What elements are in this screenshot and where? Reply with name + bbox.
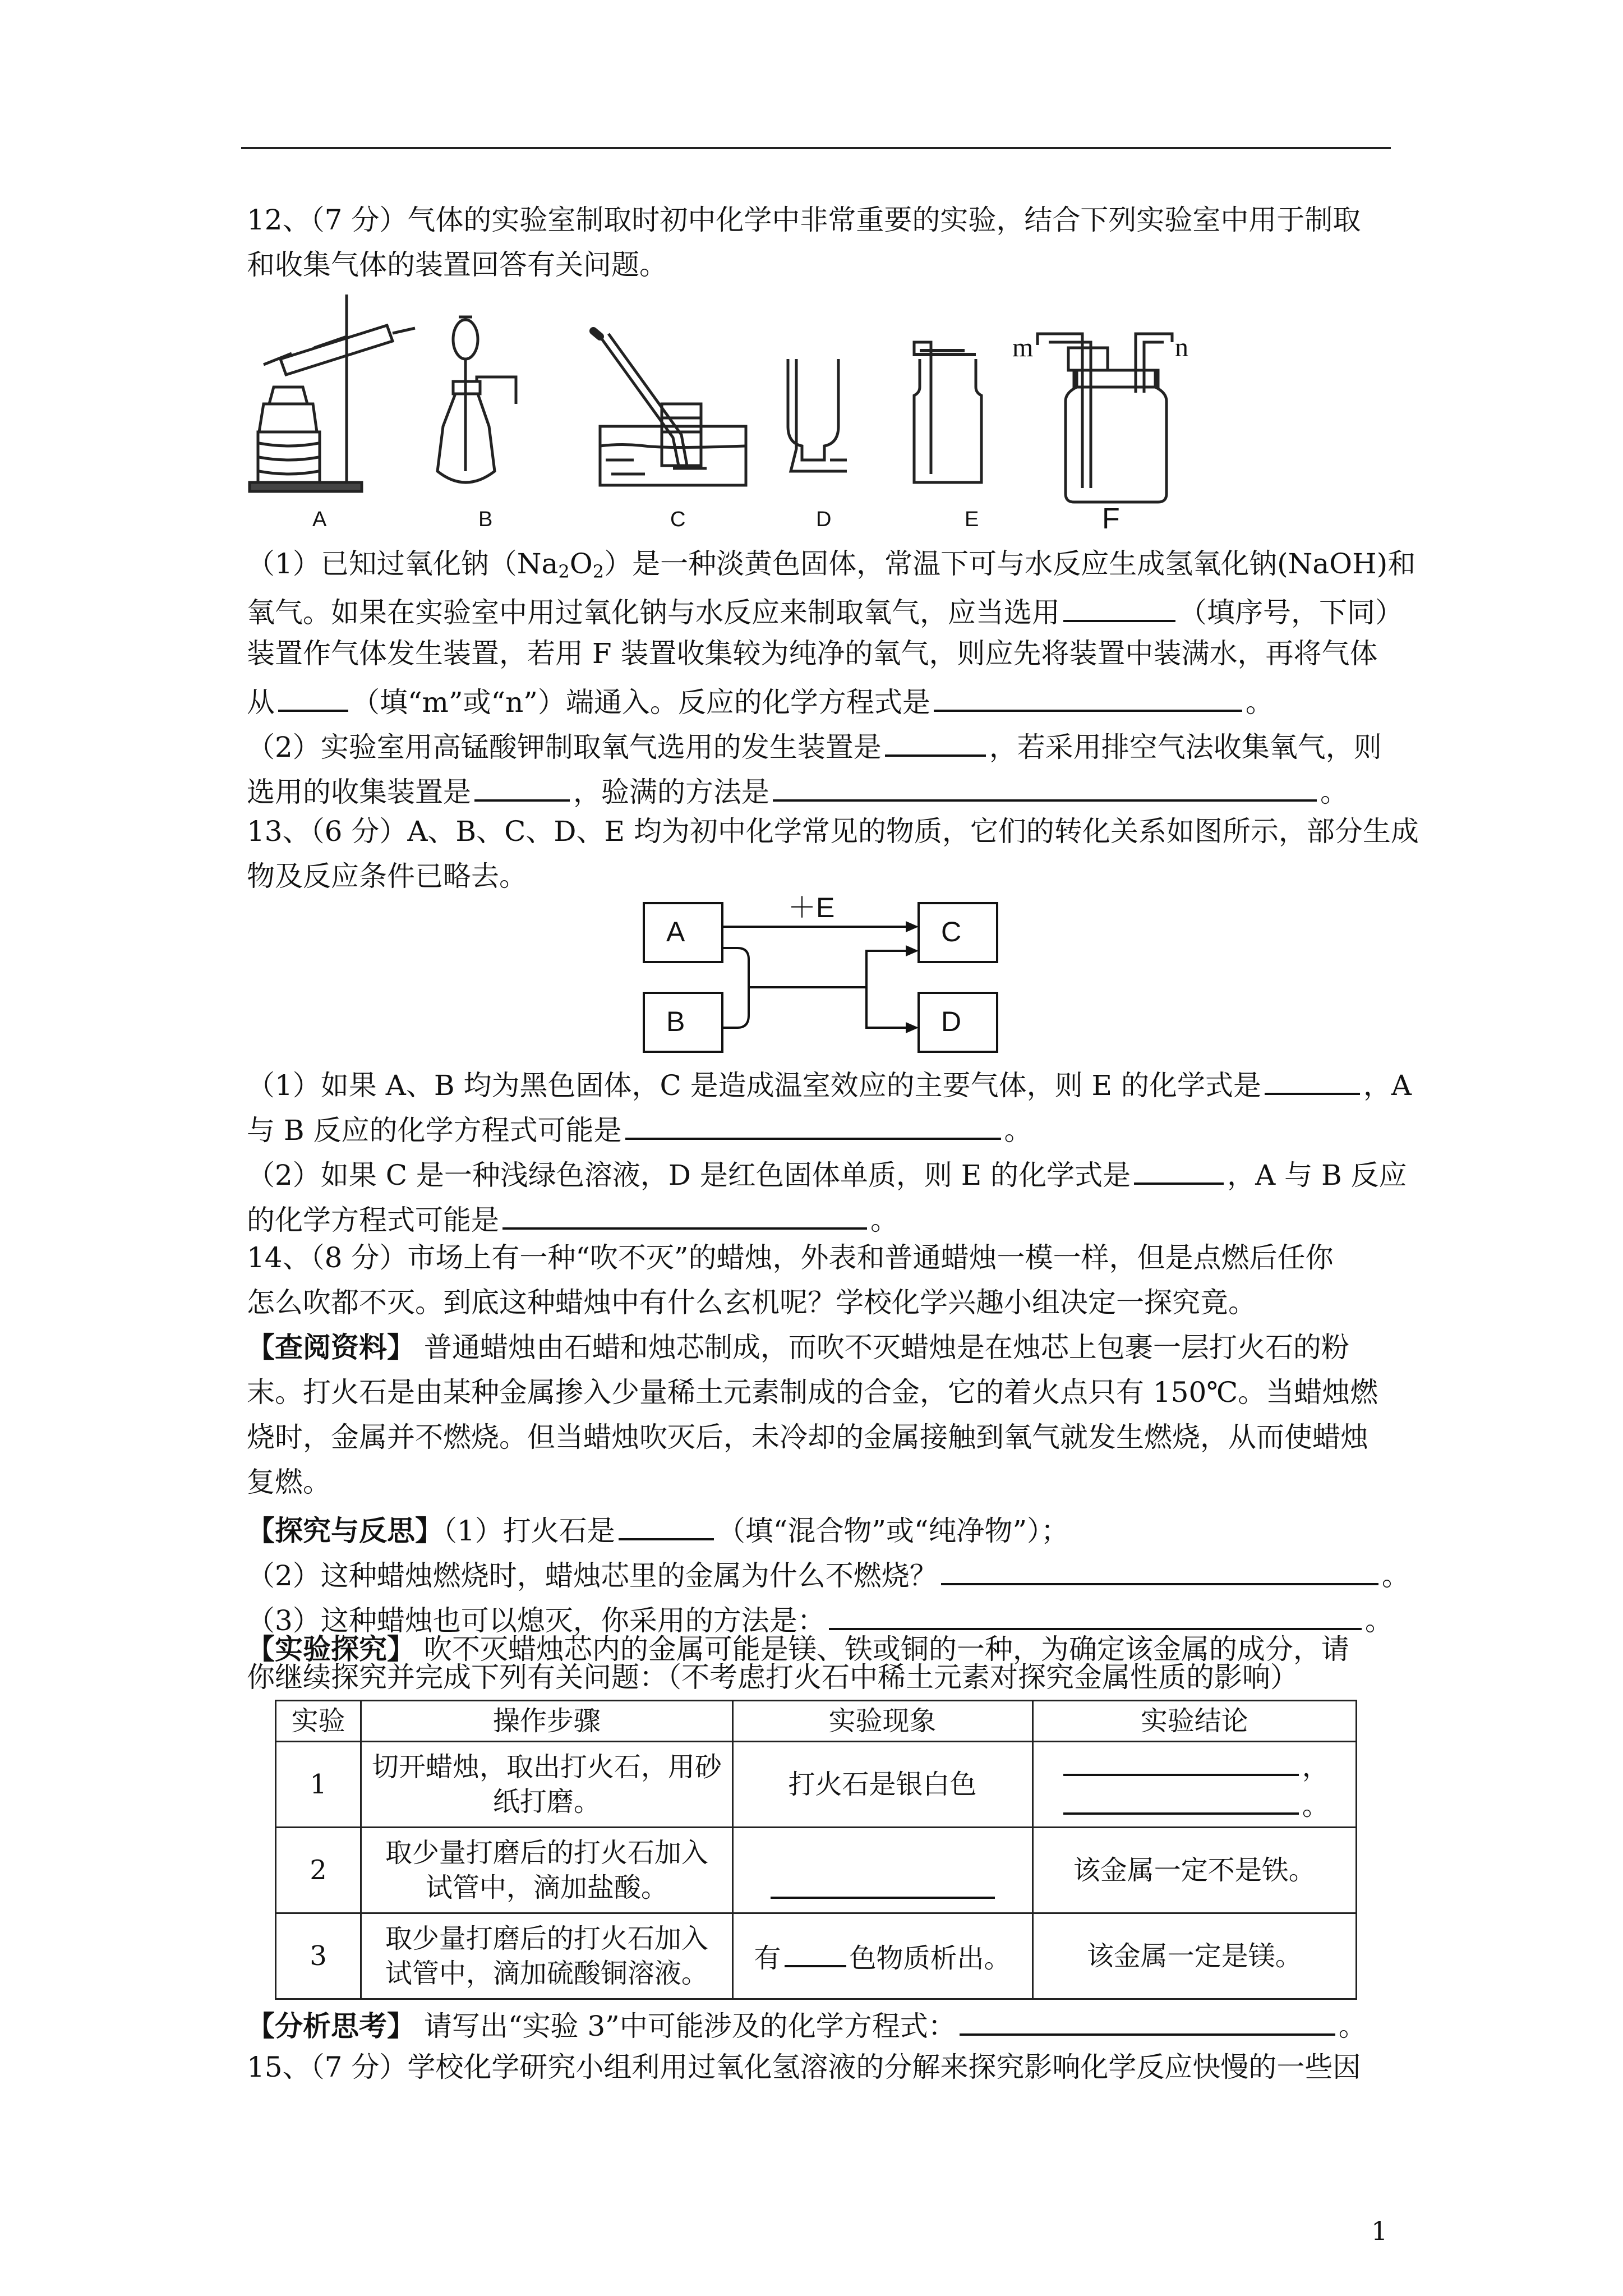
answer-blank[interactable] xyxy=(829,1600,1362,1630)
answer-blank[interactable] xyxy=(771,1869,995,1899)
label-f: F xyxy=(1102,503,1120,535)
q12-line2: 和收集气体的装置回答有关问题。 xyxy=(247,249,667,281)
apparatus-d xyxy=(788,359,847,471)
q12-p2-line1: （2）实验室用高锰酸钾制取氧气选用的发生装置是 ，若采用排空气法收集氧气，则 xyxy=(247,726,1382,764)
answer-blank[interactable] xyxy=(773,771,1317,802)
q12-p2-line2: 选用的收集装置是 ，验满的方法是 。 xyxy=(247,771,1348,809)
page-number: 1 xyxy=(1371,2216,1388,2246)
q13-p2-line1: （2）如果 C 是一种浅绿色溶液，D 是红色固体单质，则 E 的化学式是 ，A 与 B 反应 xyxy=(247,1154,1407,1192)
answer-blank[interactable] xyxy=(1063,1784,1299,1815)
table-row: 1 切开蜡烛，取出打火石，用砂 纸打磨。 打火石是银白色 ， 。 xyxy=(276,1742,1357,1828)
svg-text:D: D xyxy=(941,1006,962,1037)
flow-arrow-label: ＋E xyxy=(788,892,835,923)
table-row: 2 取少量打磨后的打火石加入 试管中，滴加盐酸。 该金属一定不是铁。 xyxy=(276,1828,1357,1913)
q13-p1-line1: （1）如果 A、B 均为黑色固体，C 是造成温室效应的主要气体，则 E 的化学式是 ，A xyxy=(247,1065,1412,1102)
table-header: 实验结论 xyxy=(1032,1701,1356,1742)
q13-line1: 13、（6 分）A、B、C、D、E 均为初中化学常见的物质，它们的转化关系如图所示，部分生成 xyxy=(247,815,1419,848)
q12-line1: 12、（7 分）气体的实验室制取时初中化学中非常重要的实验，结合下列实验室中用于制取 xyxy=(247,204,1361,236)
q13-p2-line2: 的化学方程式可能是 。 xyxy=(247,1199,898,1237)
apparatus-a xyxy=(250,295,415,491)
q15-line1: 15、（7 分）学校化学研究小组利用过氧化氢溶液的分解来探究影响化学反应快慢的一些因 xyxy=(247,2051,1361,2083)
q12-p1-line1: （1）已知过氧化钠$(Na_2O_2)$是一种淡黄色固体，常温下可与水反应生成氢氧化钠(NaOH)和 xyxy=(247,547,1416,582)
port-m-label: m xyxy=(1012,333,1034,362)
q12-p1-line2: 氧气。如果在实验室中用过氧化钠与水反应来制取氧气，应当选用 （填序号，下同） xyxy=(247,592,1403,629)
label-c: C xyxy=(670,508,686,531)
q14-refl-line3: （3）这种蜡烛也可以熄灭，你采用的方法是： 。 xyxy=(247,1600,1393,1637)
q14-ref-line2: 末。打火石是由某种金属掺入少量稀土元素制成的合金，它的着火点只有 150℃。当蜡烛燃 xyxy=(247,1376,1378,1409)
answer-blank[interactable] xyxy=(474,771,570,802)
answer-blank[interactable] xyxy=(619,1510,714,1540)
experiment-table xyxy=(275,1700,1357,2000)
svg-text:C: C xyxy=(941,916,962,947)
q13-p1-line2: 与 B 反应的化学方程式可能是 。 xyxy=(247,1110,1032,1147)
apparatus-c xyxy=(593,331,746,485)
q12-p1-line4: 从 （填“m”或“n”）端通入。反应的化学方程式是 。 xyxy=(247,682,1274,719)
label-b: B xyxy=(478,508,493,531)
q14-line1: 14、（8 分）市场上有一种“吹不灭”的蜡烛，外表和普通蜡烛一模一样，但是点燃后任你 xyxy=(247,1241,1334,1274)
flow-diagram xyxy=(644,892,997,1052)
label-d: D xyxy=(816,508,832,531)
q14-exp-line2: 你继续探究并完成下列有关问题：（不考虑打火石中稀土元素对探究金属性质的影响） xyxy=(247,1661,1298,1694)
svg-text:A: A xyxy=(666,916,685,947)
q14-ref-line3: 烧时，金属并不燃烧。但当蜡烛吹灭后，未冷却的金属接触到氧气就发生燃烧，从而使蜡烛 xyxy=(247,1421,1368,1453)
port-n-label: n xyxy=(1175,333,1188,362)
label-a: A xyxy=(312,508,327,531)
apparatus-b xyxy=(437,317,516,482)
svg-text:B: B xyxy=(666,1006,685,1037)
q14-refl-line1: 【探究与反思】（1）打火石是 （填“混合物”或“纯净物”）； xyxy=(247,1510,1069,1548)
answer-blank[interactable] xyxy=(941,1555,1378,1585)
answer-blank[interactable] xyxy=(502,1199,867,1230)
apparatus-e xyxy=(914,342,981,482)
q14-exp-line1: 【实验探究】 吹不灭蜡烛芯内的金属可能是镁、铁或铜的一种，为确定该金属的成分，请 xyxy=(247,1632,1349,1665)
answer-blank[interactable] xyxy=(885,726,986,757)
q12-p1-line3: 装置作气体发生装置，若用 F 装置收集较为纯净的氧气，则应先将装置中装满水，再将气体 xyxy=(247,637,1378,670)
answer-blank[interactable] xyxy=(1134,1154,1224,1185)
answer-blank[interactable] xyxy=(625,1110,1001,1140)
label-e: E xyxy=(965,508,979,531)
answer-blank[interactable] xyxy=(1063,1746,1299,1776)
answer-blank[interactable] xyxy=(934,682,1242,712)
table-header: 实验 xyxy=(276,1701,361,1742)
q13-line2: 物及反应条件已略去。 xyxy=(247,860,527,892)
q14-refl-line2: （2）这种蜡烛燃烧时，蜡烛芯里的金属为什么不燃烧？ 。 xyxy=(247,1555,1410,1593)
answer-blank[interactable] xyxy=(785,1937,846,1967)
q14-ana-line: 【分析思考】 请写出“实验 3”中可能涉及的化学方程式： 。 xyxy=(247,2005,1367,2043)
table-row: 3 取少量打磨后的打火石加入 试管中，滴加硫酸铜溶液。 有 色物质析出。 该金属一定是镁。 xyxy=(276,1913,1357,1999)
answer-blank[interactable] xyxy=(960,2005,1335,2036)
answer-blank[interactable] xyxy=(278,682,348,712)
q14-ref-line1: 【查阅资料】 普通蜡烛由石蜡和烛芯制成，而吹不灭蜡烛是在烛芯上包裹一层打火石的粉 xyxy=(247,1331,1349,1364)
apparatus-f xyxy=(1038,334,1172,502)
answer-blank[interactable] xyxy=(1063,592,1175,622)
table-header: 操作步骤 xyxy=(361,1701,733,1742)
answer-blank[interactable] xyxy=(1265,1065,1360,1095)
table-header: 实验现象 xyxy=(732,1701,1032,1742)
q14-line2: 怎么吹都不灭。到底这种蜡烛中有什么玄机呢？学校化学兴趣小组决定一探究竟。 xyxy=(247,1286,1256,1319)
q14-ref-line4: 复燃。 xyxy=(247,1466,331,1498)
